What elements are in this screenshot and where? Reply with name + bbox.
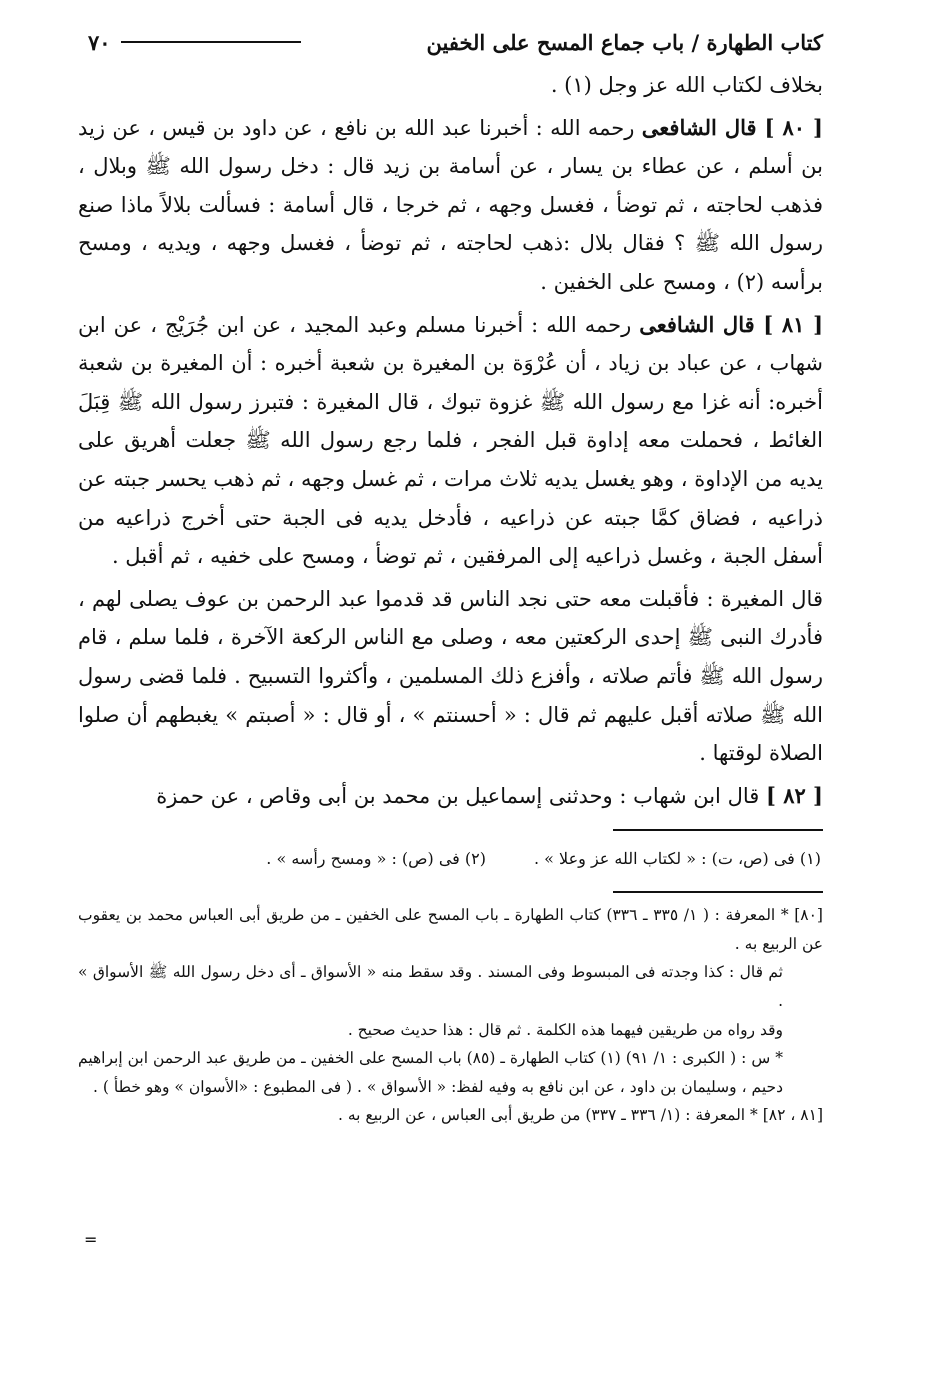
footnote-2: (٢) فى (ص) : « ومسح رأسه » . xyxy=(266,849,486,869)
hadith-80-label: [ ٨٠ ] قال الشافعى xyxy=(641,114,823,140)
page xyxy=(78,22,823,1130)
commentary-81-82: [٨١ ، ٨٢] * المعرفة : (١/ ٣٣٦ ـ ٣٣٧) من طريق أبى العباس ، عن الربيع به . xyxy=(337,1106,823,1125)
hadith-82 xyxy=(78,777,823,816)
running-header xyxy=(78,22,823,62)
commentary-80-note: ثم قال : كذا وجدته فى المبسوط وفى المسند . وقد سقط منه « الأسواق ـ أى دخل رسول الله ﷺ الأسواق » . xyxy=(78,963,783,1011)
footnote-1: (١) فى (ص، ت) : « لكتاب الله عز وعلا » . xyxy=(534,849,821,869)
commentary-80-nasai: * س : ( الكبرى : ١/ ٩١) (١) كتاب الطهارة ـ (٨٥) باب المسح على الخفين ـ من طريق عبد الرحمن ابن إبراهيم دحيم ، وسليمان بن داود ، عن ابن نافع به وفيه لفظ: « الأسواق » . ( فى المطبوع : «الأسوان » وهو خطأ ) . xyxy=(78,1049,783,1096)
footnote-divider xyxy=(613,829,823,831)
hadith-81-text: رحمه الله : أخبرنا مسلم وعبد المجيد ، عن ابن جُرَيْج ، عن ابن شهاب ، عن عباد بن زياد ، أن عُرْوَة بن المغيرة بن شعبة أخبره : أن المغيرة بن شعبة أخبره: أنه غزا مع رسول الله ﷺ غزوة تبوك ، قال المغيرة : فتبرز رسول الله ﷺ قِبَلَ الغائط ، فحملت معه إداوة قبل الفجر ، فلما رجع رسول الله ﷺ جعلت أهريق على يديه من الإداوة ، وهو يغسل يديه ثلاث مرات ، ثم غسل وجهه ، ثم ذهب يحسر جبته عن ذراعيه ، فضاق كمَّا جبته عن ذراعيه ، فأدخل يديه فى الجبة حتى أخرج ذراعيه من أسفل الجبة ، وغسل ذراعيه إلى المرفقين ، ثم توضأ ، ومسح على خفيه ، ثم أقبل . xyxy=(78,312,823,569)
hadith-81-continued: قال المغيرة : فأقبلت معه حتى نجد الناس قد قدموا عبد الرحمن بن عوف يصلى لهم ، فأدرك النبى ﷺ إحدى الركعتين معه ، وصلى مع الناس الركعة الآخرة ، فلما سلم ، قام رسول الله ﷺ فأتم صلاته ، وأفزع ذلك المسلمين ، وأكثروا التسبيح . فلما قضى رسول الله ﷺ صلاته أقبل عليهم ثم قال : « أحسنتم » ، أو قال : « أصبتم » يغبطهم أن صلوا الصلاة لوقتها . xyxy=(78,586,824,766)
continuation-mark: = xyxy=(84,1230,98,1249)
header-rule xyxy=(121,41,301,43)
hadith-82-label: [ ٨٢ ] xyxy=(765,782,823,808)
main-text xyxy=(78,66,823,815)
commentary-80-note-2: وقد رواه من طريقين فيهما هذه الكلمة . ثم قال : هذا حديث صحيح . xyxy=(347,1020,783,1039)
page-number: ٧٠ xyxy=(88,29,111,55)
hadith-82-text: قال ابن شهاب : وحدثنى إسماعيل بن محمد بن أبى وقاص ، عن حمزة xyxy=(156,783,766,808)
continuation-line: بخلاف لكتاب الله عز وجل (١) . xyxy=(550,73,823,97)
commentary xyxy=(78,901,823,1130)
header-title: كتاب الطهارة / باب جماع المسح على الخفين xyxy=(426,29,823,55)
commentary-divider xyxy=(613,891,823,893)
hadith-80 xyxy=(78,109,823,302)
hadith-80-text: رحمه الله : أخبرنا عبد الله بن نافع ، عن داود بن قيس ، عن زيد بن أسلم ، عن عطاء بن يسار ، عن أسامة بن زيد قال : دخل رسول الله ﷺ وبلال ، فذهب لحاجته ، ثم توضأ ، فغسل وجهه ، ثم خرجا ، قال أسامة : فسألت بلالاً ماذا صنع رسول الله ﷺ ؟ فقال بلال :ذهب لحاجته ، ثم توضأ ، فغسل وجهه ، ويديه ، ومسح برأسه (٢) ، ومسح على الخفين . xyxy=(78,115,823,294)
commentary-80: [٨٠] * المعرفة : ( ١/ ٣٣٥ ـ ٣٣٦) كتاب الطهارة ـ باب المسح على الخفين ـ من طريق أبى العباس محمد بن يعقوب عن الربيع به . xyxy=(78,906,823,953)
hadith-81-label: [ ٨١ ] قال الشافعى xyxy=(639,311,824,337)
hadith-81 xyxy=(78,306,823,576)
footnotes xyxy=(78,845,823,873)
